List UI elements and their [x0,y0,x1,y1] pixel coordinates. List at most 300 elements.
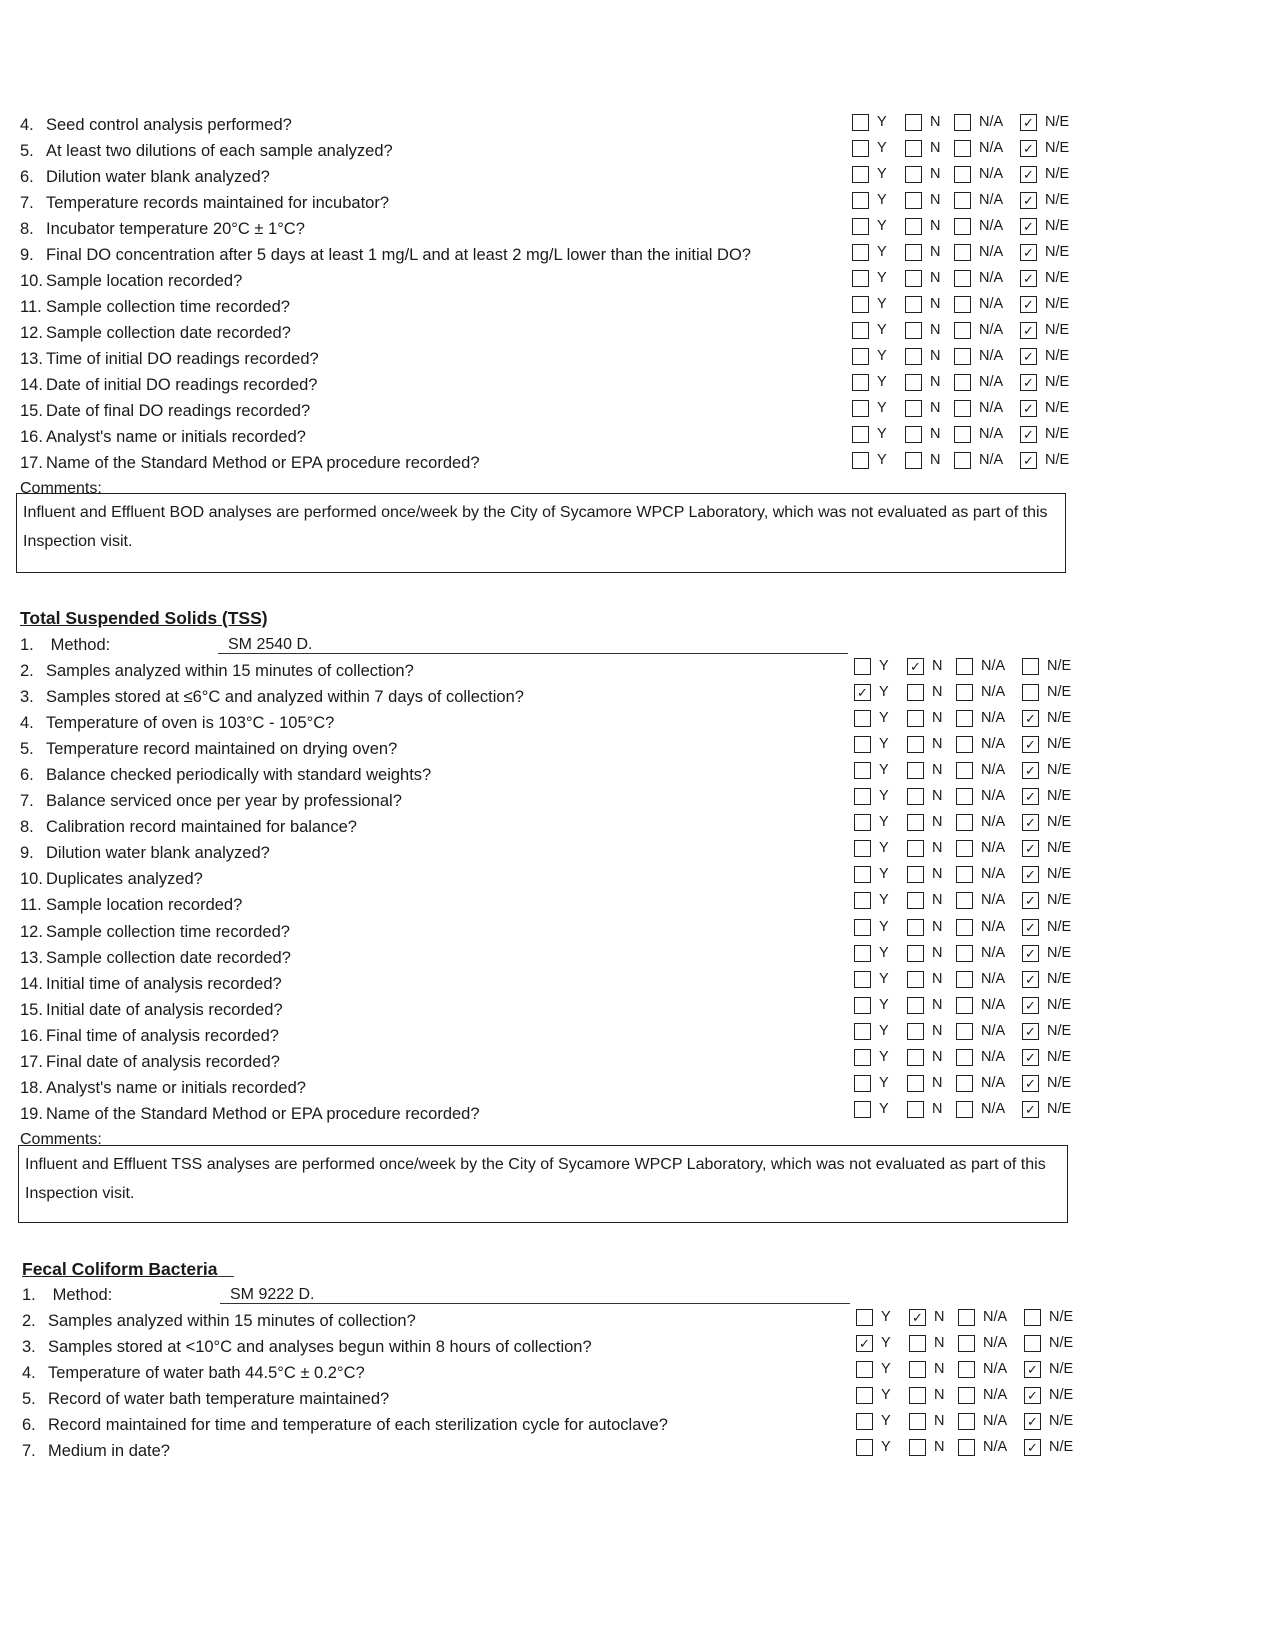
question-label: Sample location recorded? [46,272,243,290]
checkbox-na[interactable] [954,244,971,261]
checkbox-y[interactable] [852,114,869,131]
checkbox-na[interactable] [956,1075,973,1092]
checkbox-ne[interactable]: ✓ [1020,374,1037,391]
checkbox-na[interactable] [958,1413,975,1430]
question-label: Temperature of water bath 44.5°C ± 0.2°C? [48,1364,365,1382]
checkbox-ne[interactable] [1024,1309,1041,1326]
checkbox-na[interactable] [956,892,973,909]
checkbox-n[interactable] [909,1335,926,1352]
checkbox-na[interactable] [956,1023,973,1040]
option-label: N/A [983,1335,1008,1351]
checkbox-ne[interactable]: ✓ [1020,114,1037,131]
option-label: Y [879,1101,889,1117]
checkbox-n[interactable] [907,684,924,701]
option-label: N [932,971,943,987]
question-row [0,816,1275,842]
checkbox-na[interactable] [956,814,973,831]
question-text [20,896,242,915]
checkbox-y[interactable] [852,140,869,157]
checkbox-ne[interactable]: ✓ [1020,244,1037,261]
question-number: 4. [20,116,34,134]
question-label: Incubator temperature 20°C ± 1°C? [46,220,305,238]
checkbox-na[interactable] [956,1049,973,1066]
checkbox-na[interactable] [958,1335,975,1352]
question-row [0,921,1275,947]
checkbox-na[interactable] [954,192,971,209]
checkbox-ne[interactable]: ✓ [1024,1387,1041,1404]
checkbox-y[interactable] [854,788,871,805]
option-label: N [930,114,941,130]
checkbox-y[interactable] [852,348,869,365]
checkbox-n[interactable] [905,218,922,235]
checkbox-na[interactable] [956,1101,973,1118]
question-text [20,350,319,369]
checkbox-n[interactable] [907,997,924,1014]
question-number: 7. [22,1442,36,1460]
checkbox-n[interactable] [907,971,924,988]
option-label: Y [881,1309,891,1325]
checkbox-y[interactable] [854,971,871,988]
checkbox-n[interactable] [907,840,924,857]
question-row [0,1336,1275,1362]
checkbox-n[interactable] [907,710,924,727]
checkbox-ne[interactable]: ✓ [1022,788,1039,805]
question-row [0,973,1275,999]
option-label: N/E [1049,1387,1074,1403]
checkbox-na[interactable] [956,840,973,857]
checkbox-n[interactable] [909,1361,926,1378]
option-label: N/E [1045,426,1070,442]
checkbox-y[interactable] [852,322,869,339]
checkbox-n[interactable] [907,736,924,753]
checkbox-ne[interactable]: ✓ [1020,452,1037,469]
checkbox-ne[interactable]: ✓ [1020,218,1037,235]
option-label: Y [879,684,889,700]
checkbox-y[interactable] [856,1309,873,1326]
checkbox-na[interactable] [956,658,973,675]
tss-method-label: Method: [50,636,111,654]
checkbox-ne[interactable]: ✓ [1020,296,1037,313]
option-label: N/E [1045,270,1070,286]
checkbox-na[interactable] [954,426,971,443]
checkbox-ne[interactable]: ✓ [1024,1413,1041,1430]
question-text [22,1364,365,1383]
option-label: N/A [981,736,1006,752]
checkbox-y[interactable] [854,710,871,727]
option-label: Y [877,374,887,390]
checkbox-ne[interactable]: ✓ [1022,814,1039,831]
option-label: N/E [1045,374,1070,390]
checkbox-na[interactable] [956,866,973,883]
checkbox-na[interactable] [956,997,973,1014]
checkbox-na[interactable] [954,140,971,157]
checkbox-n[interactable] [907,762,924,779]
question-label: Balance checked periodically with standard weights? [46,766,432,784]
checkbox-y[interactable] [852,218,869,235]
checkbox-ne[interactable]: ✓ [1022,1023,1039,1040]
question-text [20,949,291,968]
option-label: N/E [1047,1023,1072,1039]
question-number: 6. [20,766,34,784]
checkbox-n[interactable] [905,374,922,391]
checkbox-na[interactable] [954,218,971,235]
checkbox-na[interactable] [956,684,973,701]
option-label: N/A [981,814,1006,830]
option-label: N/E [1049,1309,1074,1325]
bod-comments-text: Influent and Effluent BOD analyses are performed once/week by the City of Sycamore WPCP Laboratory, which was not evaluated as part of this Inspection visit. [23,504,1048,550]
option-label: N/E [1047,762,1072,778]
option-label: N/E [1045,348,1070,364]
question-row [0,712,1275,738]
checkbox-na[interactable] [954,114,971,131]
checkbox-ne[interactable]: ✓ [1020,166,1037,183]
fecal-method-value: SM 9222 D. [230,1286,315,1303]
option-label: N [932,684,943,700]
question-text [20,975,282,994]
option-label: N/E [1047,1101,1072,1117]
checkbox-y[interactable] [856,1439,873,1456]
question-number: 13. [20,350,43,368]
checkbox-ne[interactable]: ✓ [1024,1439,1041,1456]
option-label: N/A [983,1309,1008,1325]
checkbox-ne[interactable]: ✓ [1020,322,1037,339]
checkbox-ne[interactable]: ✓ [1022,762,1039,779]
option-label: N [934,1361,945,1377]
question-text [20,714,334,733]
option-label: N/A [981,997,1006,1013]
question-row [0,1025,1275,1051]
checkbox-n[interactable]: ✓ [907,658,924,675]
tss-method-num: 1. [20,636,34,654]
checkbox-y[interactable] [852,166,869,183]
checkbox-n[interactable] [909,1387,926,1404]
checkbox-na[interactable] [958,1387,975,1404]
checkbox-n[interactable] [905,452,922,469]
question-number: 14. [20,376,43,394]
option-label: N/A [979,218,1004,234]
checkbox-na[interactable] [954,400,971,417]
checkbox-ne[interactable]: ✓ [1022,1049,1039,1066]
tss-method-value: SM 2540 D. [228,636,313,653]
option-label: N/E [1045,452,1070,468]
checkbox-na[interactable] [954,270,971,287]
option-label: N [932,762,943,778]
question-number: 6. [22,1416,36,1434]
option-label: N/E [1047,736,1072,752]
question-number: 10. [20,272,43,290]
question-text [20,766,431,785]
checkbox-y[interactable] [854,762,871,779]
checkbox-na[interactable] [956,945,973,962]
checkbox-y[interactable] [852,426,869,443]
question-label: Sample collection time recorded? [46,923,290,941]
checkbox-n[interactable] [905,140,922,157]
checkbox-ne[interactable]: ✓ [1022,945,1039,962]
question-number: 5. [22,1390,36,1408]
checkbox-ne[interactable]: ✓ [1020,270,1037,287]
checkbox-y[interactable] [852,374,869,391]
checkbox-n[interactable] [907,1075,924,1092]
option-label: N [932,788,943,804]
checkbox-n[interactable] [907,1049,924,1066]
question-row [0,790,1275,816]
question-label: At least two dilutions of each sample analyzed? [46,142,393,160]
checkbox-ne[interactable]: ✓ [1022,1075,1039,1092]
fecal-heading-underline-ext [218,1276,234,1277]
question-text [20,792,402,811]
tss-comments-box[interactable] [18,1145,1068,1223]
option-label: N/A [981,710,1006,726]
option-label: N [932,1023,943,1039]
question-text [20,818,357,837]
question-label: Dilution water blank analyzed? [46,844,270,862]
question-row [0,1077,1275,1103]
question-number: 9. [20,246,34,264]
question-label: Sample location recorded? [46,896,243,914]
checkbox-ne[interactable]: ✓ [1020,140,1037,157]
checkbox-na[interactable] [954,166,971,183]
checkbox-n[interactable] [909,1439,926,1456]
option-label: Y [881,1387,891,1403]
checkbox-y[interactable] [852,296,869,313]
question-number: 8. [20,818,34,836]
question-row [0,660,1275,686]
option-label: Y [877,114,887,130]
checkbox-ne[interactable] [1024,1335,1041,1352]
checkbox-y[interactable] [856,1413,873,1430]
option-label: Y [879,866,889,882]
question-number: 17. [20,1053,43,1071]
option-label: N [934,1309,945,1325]
option-label: N [932,892,943,908]
question-label: Sample collection date recorded? [46,949,291,967]
option-label: N/E [1047,945,1072,961]
checkbox-y[interactable]: ✓ [856,1335,873,1352]
checkbox-na[interactable] [956,710,973,727]
bod-comments-box[interactable] [16,493,1066,573]
option-label: N/A [979,140,1004,156]
checkbox-na[interactable] [954,348,971,365]
option-label: N [932,1075,943,1091]
checkbox-n[interactable] [907,1101,924,1118]
option-label: N/E [1047,658,1072,674]
checkbox-ne[interactable]: ✓ [1022,892,1039,909]
option-label: Y [877,296,887,312]
option-label: Y [879,736,889,752]
question-text [20,428,306,447]
option-label: N [934,1413,945,1429]
checkbox-y[interactable] [856,1387,873,1404]
checkbox-y[interactable] [856,1361,873,1378]
question-label: Analyst's name or initials recorded? [46,428,306,446]
option-label: Y [877,322,887,338]
question-label: Temperature records maintained for incubator? [46,194,390,212]
checkbox-y[interactable] [854,1049,871,1066]
checkbox-n[interactable] [905,166,922,183]
option-label: N [932,840,943,856]
question-row [0,426,1275,452]
checkbox-na[interactable] [956,736,973,753]
checkbox-n[interactable] [907,814,924,831]
checkbox-ne[interactable]: ✓ [1022,1101,1039,1118]
option-label: N [930,166,941,182]
checkbox-y[interactable] [854,997,871,1014]
option-label: N [930,270,941,286]
question-row [0,764,1275,790]
checkbox-ne[interactable]: ✓ [1022,866,1039,883]
fecal-method-underline [220,1303,850,1304]
checkbox-y[interactable] [852,452,869,469]
fecal-heading: Fecal Coliform Bacteria [22,1259,218,1279]
checkbox-y[interactable] [854,1075,871,1092]
tss-comments-label: Comments: [20,1131,102,1148]
checkbox-na[interactable] [956,788,973,805]
option-label: Y [877,218,887,234]
option-label: Y [879,762,889,778]
checkbox-ne[interactable] [1022,658,1039,675]
checkbox-n[interactable] [909,1413,926,1430]
option-label: N/A [983,1439,1008,1455]
question-number: 13. [20,949,43,967]
checkbox-na[interactable] [958,1439,975,1456]
option-label: N/E [1045,192,1070,208]
option-label: N/A [981,840,1006,856]
question-number: 12. [20,923,43,941]
checkbox-y[interactable] [854,945,871,962]
fecal-method-num: 1. [22,1286,36,1304]
question-row [0,686,1275,712]
checkbox-y[interactable] [854,1101,871,1118]
question-number: 11. [20,896,42,914]
option-label: Y [879,1075,889,1091]
question-label: Seed control analysis performed? [46,116,292,134]
question-label: Temperature record maintained on drying oven? [46,740,398,758]
option-label: N/E [1045,218,1070,234]
checkbox-ne[interactable]: ✓ [1022,710,1039,727]
option-label: N/A [979,348,1004,364]
question-number: 4. [22,1364,36,1382]
checkbox-n[interactable] [905,400,922,417]
option-label: N/E [1045,296,1070,312]
option-label: Y [879,997,889,1013]
question-label: Initial time of analysis recorded? [46,975,282,993]
option-label: N/E [1047,1049,1072,1065]
option-label: N [930,374,941,390]
checkbox-n[interactable] [905,270,922,287]
checkbox-n[interactable] [905,426,922,443]
question-text [20,1079,306,1098]
question-row [0,296,1275,322]
checkbox-y[interactable]: ✓ [854,684,871,701]
question-text [20,220,305,239]
question-label: Sample collection date recorded? [46,324,291,342]
checkbox-n[interactable] [905,296,922,313]
checkbox-ne[interactable]: ✓ [1024,1361,1041,1378]
checkbox-ne[interactable]: ✓ [1022,736,1039,753]
option-label: N/E [1049,1413,1074,1429]
checkbox-y[interactable] [854,1023,871,1040]
checkbox-ne[interactable]: ✓ [1022,971,1039,988]
option-label: N [930,452,941,468]
question-text [20,1001,283,1020]
checkbox-y[interactable] [854,736,871,753]
checkbox-y[interactable] [854,919,871,936]
question-label: Samples analyzed within 15 minutes of collection? [46,662,414,680]
checkbox-ne[interactable]: ✓ [1022,919,1039,936]
checkbox-n[interactable] [905,114,922,131]
question-text [20,324,291,343]
question-label: Name of the Standard Method or EPA procedure recorded? [46,454,480,472]
checkbox-y[interactable] [852,270,869,287]
checkbox-n[interactable] [905,192,922,209]
checkbox-y[interactable] [852,400,869,417]
question-label: Time of initial DO readings recorded? [46,350,319,368]
checkbox-y[interactable] [854,814,871,831]
checkbox-ne[interactable]: ✓ [1020,192,1037,209]
checkbox-n[interactable] [905,322,922,339]
checkbox-y[interactable] [854,840,871,857]
question-text [20,844,270,863]
option-label: Y [879,788,889,804]
question-row [0,166,1275,192]
checkbox-ne[interactable]: ✓ [1022,997,1039,1014]
option-label: Y [879,710,889,726]
question-text [20,923,290,942]
option-label: Y [881,1361,891,1377]
checkbox-ne[interactable]: ✓ [1022,840,1039,857]
option-label: N/E [1047,892,1072,908]
option-label: N/A [981,919,1006,935]
checkbox-na[interactable] [956,971,973,988]
question-row [0,322,1275,348]
question-text [20,740,397,759]
checkbox-na[interactable] [954,374,971,391]
checkbox-n[interactable] [907,866,924,883]
question-label: Date of initial DO readings recorded? [46,376,318,394]
checkbox-na[interactable] [954,296,971,313]
checkbox-na[interactable] [954,322,971,339]
question-number: 8. [20,220,34,238]
checkbox-y[interactable] [854,866,871,883]
question-row [0,1310,1275,1336]
question-number: 2. [20,662,34,680]
option-label: Y [877,166,887,182]
checkbox-n[interactable] [907,892,924,909]
checkbox-ne[interactable]: ✓ [1020,426,1037,443]
checkbox-n[interactable] [907,945,924,962]
checkbox-n[interactable]: ✓ [909,1309,926,1326]
checkbox-na[interactable] [956,919,973,936]
checkbox-ne[interactable]: ✓ [1020,400,1037,417]
checkbox-na[interactable] [958,1361,975,1378]
checkbox-n[interactable] [905,348,922,365]
checkbox-n[interactable] [907,788,924,805]
checkbox-n[interactable] [905,244,922,261]
option-label: N/E [1047,710,1072,726]
checkbox-y[interactable] [854,892,871,909]
checkbox-na[interactable] [954,452,971,469]
checkbox-n[interactable] [907,919,924,936]
checkbox-y[interactable] [852,244,869,261]
checkbox-ne[interactable]: ✓ [1020,348,1037,365]
checkbox-na[interactable] [958,1309,975,1326]
checkbox-y[interactable] [852,192,869,209]
option-label: N/E [1045,140,1070,156]
checkbox-n[interactable] [907,1023,924,1040]
checkbox-na[interactable] [956,762,973,779]
checkbox-ne[interactable] [1022,684,1039,701]
checkbox-y[interactable] [854,658,871,675]
